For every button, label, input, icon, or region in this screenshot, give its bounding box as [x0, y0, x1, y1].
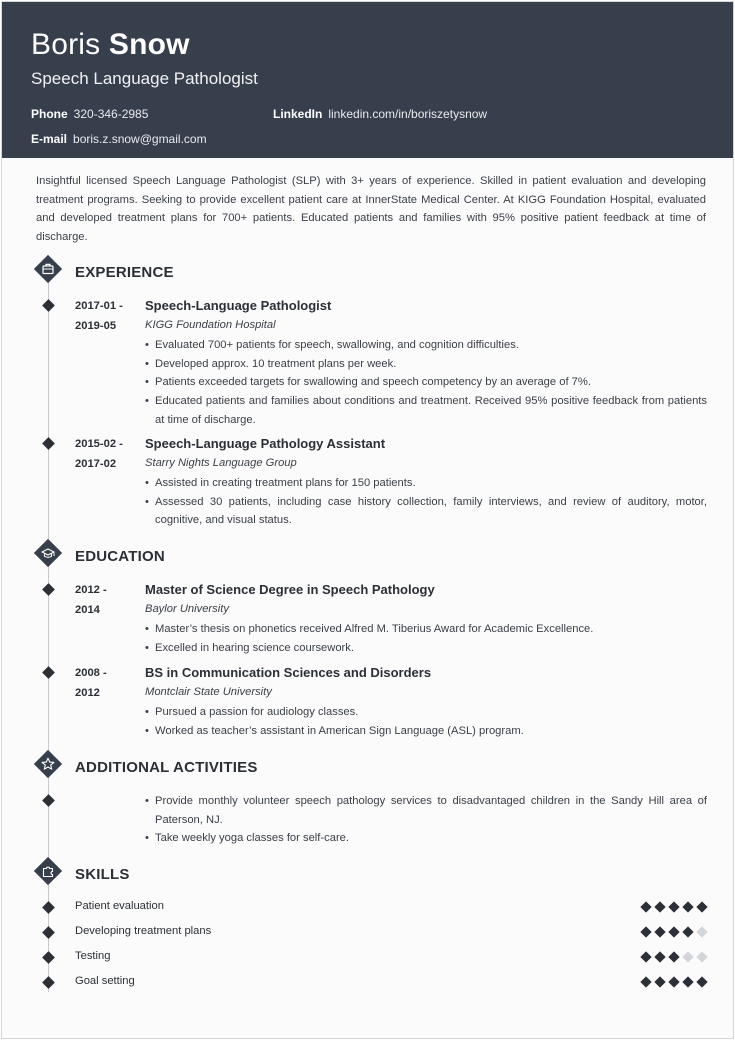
timeline-dot: [42, 951, 55, 964]
timeline-dot: [42, 794, 55, 807]
skill-rating: [640, 951, 710, 963]
bullet-item: • Patients exceeded targets for swallowing and speech competency by an average of 7%.: [145, 373, 707, 392]
email-label: E-mail: [31, 132, 68, 146]
candidate-name: [31, 28, 190, 62]
timeline-dot: [42, 299, 55, 312]
bullet-item: • Assisted in creating treatment plans for 150 patients.: [145, 474, 707, 493]
timeline-dot: [42, 976, 55, 989]
education-1-org: Baylor University: [145, 603, 229, 615]
bullet-item: • Educated patients and families about conditions and treatment. Received 95% positive feedback from patients at time of discharge.: [145, 392, 707, 429]
bullet-item: • Assessed 30 patients, including case history collection, family interviews, and review of auditory, motor, cognitive, and visual status.: [145, 493, 707, 530]
skill-name: Testing: [75, 950, 111, 962]
rating-diamond-filled: [640, 926, 651, 937]
rating-diamond-filled: [640, 951, 651, 962]
rating-diamond-filled: [682, 901, 693, 912]
education-2-org: Montclair State University: [145, 686, 272, 698]
rating-diamond-empty: [682, 951, 693, 962]
rating-diamond-filled: [682, 926, 693, 937]
skill-name: Patient evaluation: [75, 900, 164, 912]
activities-heading: ADDITIONAL ACTIVITIES: [75, 759, 258, 776]
bullet-item: • Take weekly yoga classes for self-care.: [145, 829, 707, 848]
summary-paragraph: Insightful licensed Speech Language Pathologist (SLP) with 3+ years of experience. Skilled in patient evaluation and developing treatment programs. Seeking to provide excellent patient care at InnerState Medical Center. At KIGG Foundation Hospital, evaluated and developed treatment plans for 700+ patients. Educated patients and families with 95% positive patient feedback at time of discharge.: [36, 175, 706, 243]
date-start: 2015-02 -: [75, 438, 123, 450]
timeline-dot: [42, 437, 55, 450]
skill-name: Developing treatment plans: [75, 925, 212, 937]
rating-diamond-filled: [696, 976, 707, 987]
rating-diamond-filled: [654, 976, 665, 987]
skill-rating: [640, 926, 710, 938]
skill-rating: [640, 976, 710, 988]
timeline-dot: [42, 901, 55, 914]
date-start: 2008 -: [75, 667, 107, 679]
skill-rating: [640, 901, 710, 913]
activities-bullets: [145, 792, 707, 848]
timeline-dot: [42, 926, 55, 939]
date-end: 2019-05: [75, 319, 117, 332]
phone-label: Phone: [31, 107, 68, 121]
last-name: Snow: [108, 28, 190, 61]
contact-email: [31, 132, 207, 146]
phone-value: 320-346-2985: [73, 107, 149, 121]
education-1-dates: [75, 581, 107, 620]
date-start: 2012 -: [75, 584, 107, 596]
puzzle-icon: [33, 856, 63, 886]
experience-heading: EXPERIENCE: [75, 264, 174, 281]
star-icon: [33, 749, 63, 779]
bullet-item: • Pursued a passion for audiology classes.: [145, 703, 707, 722]
bullet-item: • Master’s thesis on phonetics received Alfred M. Tiberius Award for Academic Excellence.: [145, 620, 707, 639]
date-end: 2014: [75, 603, 100, 616]
contact-phone: [31, 107, 148, 121]
rating-diamond-filled: [654, 951, 665, 962]
rating-diamond-filled: [640, 901, 651, 912]
job-title: Speech Language Pathologist: [31, 69, 258, 88]
linkedin-label: LinkedIn: [273, 107, 323, 121]
education-2-dates: [75, 664, 107, 703]
rating-diamond-filled: [640, 976, 651, 987]
rating-diamond-filled: [668, 976, 679, 987]
resume-page: [1, 1, 734, 1039]
timeline-dot: [42, 666, 55, 679]
rating-diamond-filled: [654, 926, 665, 937]
rating-diamond-empty: [696, 926, 707, 937]
education-heading: EDUCATION: [75, 548, 165, 565]
experience-1-bullets: [145, 336, 707, 430]
experience-1-org: KIGG Foundation Hospital: [145, 319, 276, 331]
experience-2-bullets: [145, 474, 707, 530]
first-name: Boris: [31, 28, 101, 61]
education-2-bullets: [145, 703, 707, 740]
rating-diamond-filled: [654, 901, 665, 912]
experience-1-title: Speech-Language Pathologist: [145, 298, 332, 313]
bullet-item: • Developed approx. 10 treatment plans per week.: [145, 355, 707, 374]
rating-diamond-filled: [668, 901, 679, 912]
contact-linkedin: [273, 107, 487, 121]
email-value[interactable]: boris.z.snow@gmail.com: [73, 132, 207, 146]
date-start: 2017-01 -: [75, 300, 123, 312]
rating-diamond-empty: [696, 951, 707, 962]
linkedin-value[interactable]: linkedin.com/in/boriszetysnow: [328, 107, 488, 121]
rating-diamond-filled: [668, 951, 679, 962]
graduation-cap-icon: [33, 538, 63, 568]
experience-2-org: Starry Nights Language Group: [145, 457, 297, 469]
bullet-item: • Provide monthly volunteer speech pathology services to disadvantaged children in the Sandy Hill area of Paterson, NJ.: [145, 792, 707, 829]
timeline-dot: [42, 583, 55, 596]
briefcase-icon: [33, 254, 63, 284]
resume-header: [2, 2, 734, 158]
education-1-bullets: [145, 620, 707, 657]
bullet-item: • Evaluated 700+ patients for speech, swallowing, and cognition difficulties.: [145, 336, 707, 355]
date-end: 2017-02: [75, 457, 117, 470]
rating-diamond-filled: [682, 976, 693, 987]
bullet-item: • Excelled in hearing science coursework.: [145, 639, 707, 658]
skills-heading: SKILLS: [75, 866, 130, 883]
skill-name: Goal setting: [75, 975, 135, 987]
experience-2-dates: [75, 435, 123, 474]
education-2-title: BS in Communication Sciences and Disorders: [145, 665, 432, 680]
date-end: 2012: [75, 686, 100, 699]
education-1-title: Master of Science Degree in Speech Pathology: [145, 582, 435, 597]
experience-1-dates: [75, 297, 123, 336]
experience-2-title: Speech-Language Pathology Assistant: [145, 436, 386, 451]
rating-diamond-filled: [668, 926, 679, 937]
bullet-item: • Worked as teacher’s assistant in American Sign Language (ASL) program.: [145, 722, 707, 741]
rating-diamond-filled: [696, 901, 707, 912]
